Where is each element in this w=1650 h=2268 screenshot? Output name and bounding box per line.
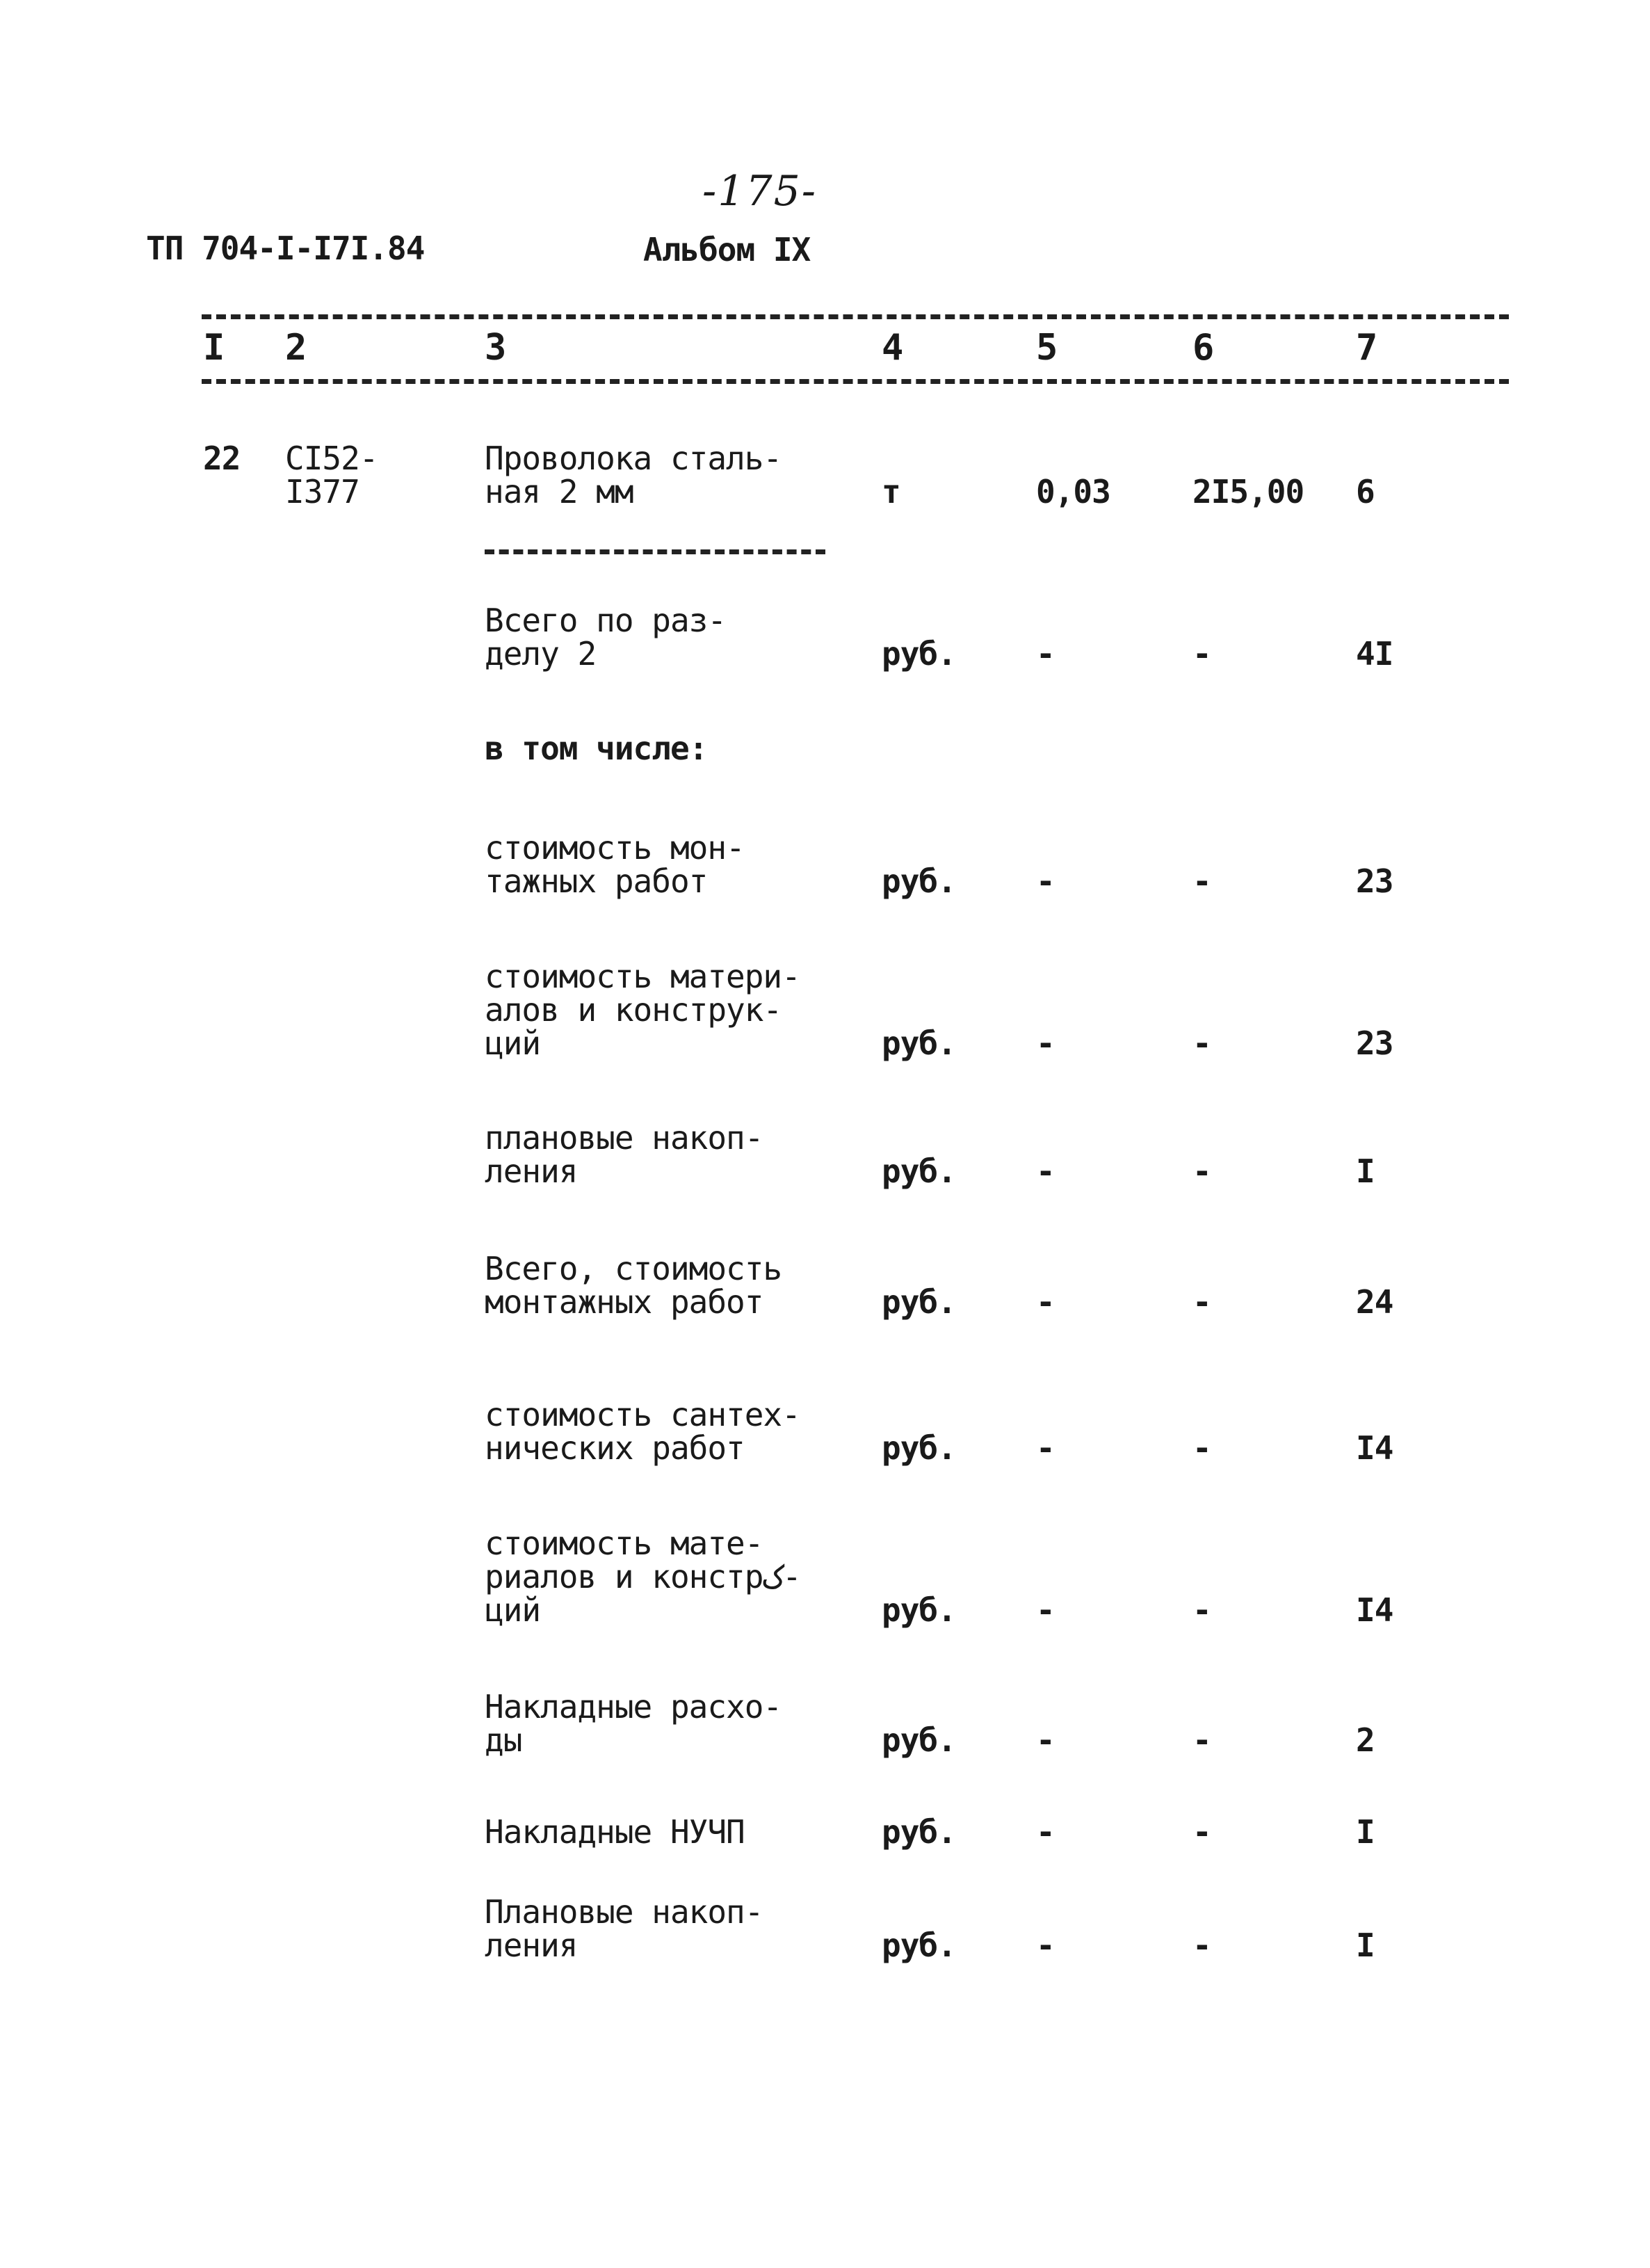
row-2-description: Всего по раз- делу 2 [485,602,727,673]
column-number-6: 6 [1192,327,1215,369]
table-header-rule [202,379,1509,384]
row-4-description: стоимость мон- тажных работ [485,829,745,900]
row-10-total: 2 [1356,1721,1375,1759]
row-10-unit: руб. [882,1721,956,1759]
row-5-unit: руб. [882,1024,956,1062]
row-12-total: I [1356,1927,1375,1964]
row-7-price: - [1192,1283,1211,1321]
row-10-price: - [1192,1721,1211,1759]
row-1-quantity: 0,03 [1036,473,1110,510]
row-8-unit: руб. [882,1429,956,1467]
row-7-description: Всего, стоимость монтажных работ [485,1250,782,1321]
row-1-code: CI52- I377 [285,440,378,510]
row-8-price: - [1192,1429,1211,1467]
row-1-description: Проволока сталь- ная 2 мм [485,440,782,510]
row-2-price: - [1192,635,1211,673]
row-8-total: I4 [1356,1429,1393,1467]
row-7-unit: руб. [882,1283,956,1321]
row-9-total: I4 [1356,1591,1393,1629]
row-1-unit: т [882,473,900,510]
row-6-description: плановые накоп- ления [485,1119,763,1190]
row-3-description: в том числе: [485,730,708,767]
column-number-5: 5 [1036,327,1058,369]
column-number-7: 7 [1356,327,1378,369]
row-5-description: стоимость матери- алов и конструк- ций [485,958,800,1062]
row-6-quantity: - [1036,1152,1055,1190]
column-number-2: 2 [285,327,307,369]
row-9-unit: руб. [882,1591,956,1629]
row-12-description: Плановые накоп- ления [485,1893,763,1964]
row-7-total: 24 [1356,1283,1393,1321]
row-11-price: - [1192,1813,1211,1851]
subtotal-rule [485,549,825,554]
row-4-price: - [1192,862,1211,900]
row-8-description: стоимость сантех- нических работ [485,1396,800,1467]
row-5-total: 23 [1356,1024,1393,1062]
row-1-total: 6 [1356,473,1375,510]
album-label: Альбом IX [643,231,811,268]
row-4-unit: руб. [882,862,956,900]
row-7-quantity: - [1036,1283,1055,1321]
row-10-quantity: - [1036,1721,1055,1759]
row-6-total: I [1356,1152,1375,1190]
row-4-quantity: - [1036,862,1055,900]
row-1-price: 2I5,00 [1192,473,1304,510]
row-9-quantity: - [1036,1591,1055,1629]
row-2-unit: руб. [882,635,956,673]
document-code: ТП 704-I-I7I.84 [146,230,425,267]
row-11-total: I [1356,1813,1375,1851]
row-5-quantity: - [1036,1024,1055,1062]
row-1-index: 22 [203,440,241,477]
row-10-description: Накладные расхо- ды [485,1688,782,1759]
row-8-quantity: - [1036,1429,1055,1467]
table-top-rule [202,314,1509,319]
row-4-total: 23 [1356,862,1393,900]
row-2-total: 4I [1356,635,1393,673]
row-2-quantity: - [1036,635,1055,673]
column-number-1: I [203,327,225,369]
row-5-price: - [1192,1024,1211,1062]
row-6-price: - [1192,1152,1211,1190]
row-9-description: стоимость мате- риалов и констрک- ций [485,1525,802,1629]
row-12-quantity: - [1036,1927,1055,1964]
row-11-description: Накладные НУЧП [485,1813,745,1851]
row-11-unit: руб. [882,1813,956,1851]
column-number-3: 3 [485,327,507,369]
row-12-unit: руб. [882,1927,956,1964]
column-number-4: 4 [882,327,904,369]
row-11-quantity: - [1036,1813,1055,1851]
row-6-unit: руб. [882,1152,956,1190]
page-number: -175- [702,167,818,216]
row-9-price: - [1192,1591,1211,1629]
row-12-price: - [1192,1927,1211,1964]
